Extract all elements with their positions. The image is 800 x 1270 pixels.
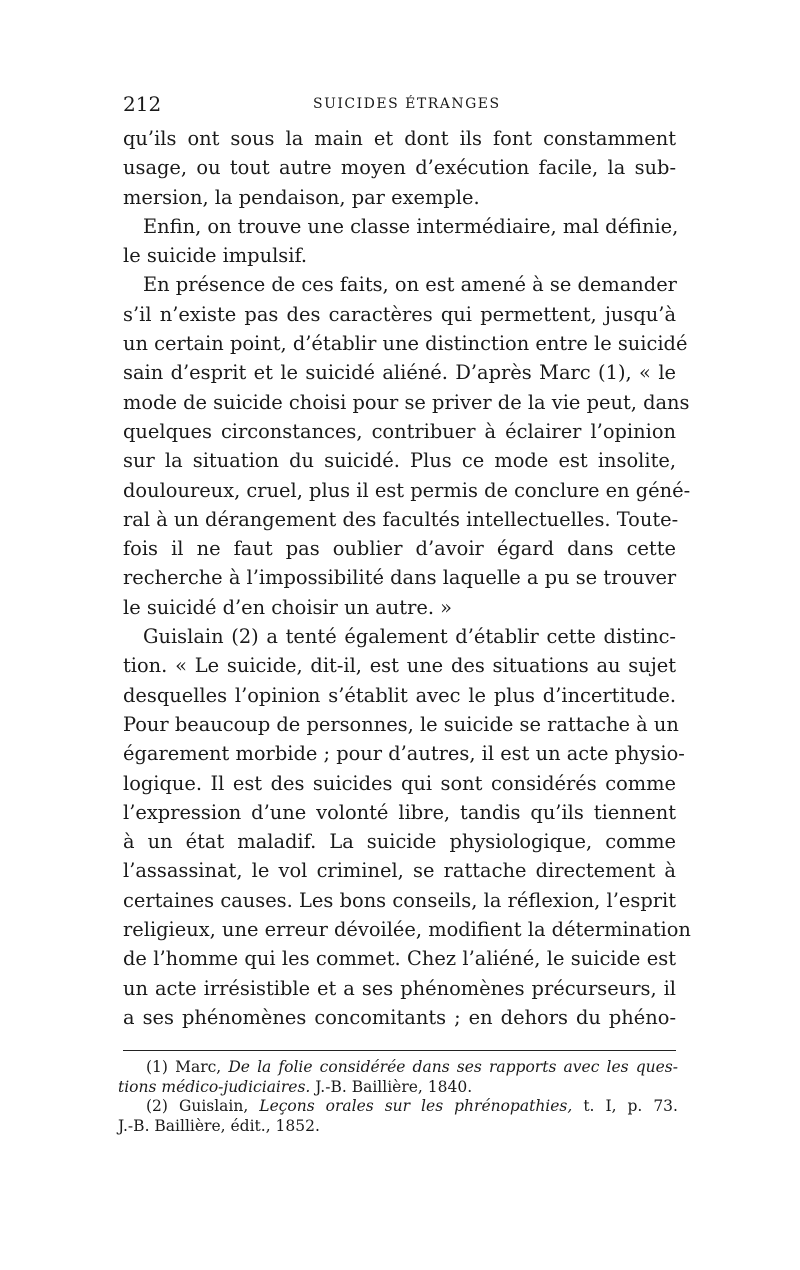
text-line: mersion, la pendaison, par exemple. xyxy=(123,185,480,209)
text-line: ral à un dérangement des facultés intellectuelles. Toute- xyxy=(123,507,679,531)
text-line: sur la situation du suicidé. Plus ce mode est insolite, xyxy=(123,449,676,473)
text-line: religieux, une erreur dévoilée, modifient la détermination xyxy=(123,918,691,942)
text-line: fois il ne faut pas oublier d’avoir égard dans cette xyxy=(123,537,676,561)
footnote-title: Leçons orales sur les phrénopathies, xyxy=(259,1097,573,1115)
footnote-title: De la folie considérée dans ses rapports avec les ques- xyxy=(228,1058,678,1076)
footnote-2-line-2 xyxy=(118,1117,678,1137)
text-line: desquelles l’opinion s’établit avec le plus d’incertitude. xyxy=(123,683,676,707)
footnote-1-line-2 xyxy=(118,1078,678,1098)
page-header xyxy=(123,92,683,116)
footnote-rule xyxy=(123,1050,676,1051)
text-line: usage, ou tout autre moyen d’exécution facile, la sub- xyxy=(123,156,676,180)
text-line: un certain point, d’établir une distinction entre le suicidé xyxy=(123,332,688,356)
footnote-publisher: J.-B. Baillière, 1840. xyxy=(315,1077,473,1096)
text-line: sain d’esprit et le suicidé aliéné. D’après Marc (1), « le xyxy=(123,361,676,385)
text-line: l’assassinat, le vol criminel, se rattache directement à xyxy=(123,859,676,883)
footnote-title: tions médico-judiciaires. xyxy=(118,1077,311,1096)
text-line: tion. « Le suicide, dit-il, est une des situations au sujet xyxy=(123,654,676,678)
text-line: le suicidé d’en choisir un autre. » xyxy=(123,595,453,619)
text-line: l’expression d’une volonté libre, tandis qu’ils tiennent xyxy=(123,800,676,824)
text-line: s’il n’existe pas des caractères qui permettent, jusqu’à xyxy=(123,302,676,326)
body-text xyxy=(123,124,691,1032)
text-line: Enfin, on trouve une classe intermédiaire, mal définie, xyxy=(143,214,679,238)
text-line: douloureux, cruel, plus il est permis de conclure en géné- xyxy=(123,478,691,502)
text-line: mode de suicide choisi pour se priver de la vie peut, dans xyxy=(123,390,690,414)
text-line: a ses phénomènes concomitants ; en dehors du phéno- xyxy=(123,1005,676,1029)
text-line: qu’ils ont sous la main et dont ils font constamment xyxy=(123,127,676,150)
footnote-2-line-1 xyxy=(118,1097,678,1117)
footnote-marker: (2) xyxy=(146,1097,168,1115)
text-line: recherche à l’impossibilité dans laquelle a pu se trouver xyxy=(123,566,677,590)
footnote-1-line-1 xyxy=(118,1058,678,1078)
text-line: le suicide impulsif. xyxy=(123,244,308,268)
running-head: SUICIDES ÉTRANGES xyxy=(313,96,501,112)
text-line: Pour beaucoup de personnes, le suicide se rattache à un xyxy=(123,712,679,736)
text-line: de l’homme qui les commet. Chez l’aliéné, le suicide est xyxy=(123,947,676,971)
footnotes xyxy=(118,1058,678,1136)
text-line: Guislain (2) a tenté également d’établir cette distinc- xyxy=(143,625,676,649)
footnote-author: Guislain, xyxy=(178,1097,249,1115)
text-line: un acte irrésistible et a ses phénomènes précurseurs, il xyxy=(123,976,676,1000)
footnote-marker: (1) xyxy=(146,1058,168,1076)
text-line: quelques circonstances, contribuer à éclairer l’opinion xyxy=(123,419,676,443)
text-line: à un état maladif. La suicide physiologique, comme xyxy=(123,830,676,854)
footnote-author: Marc, xyxy=(175,1058,222,1076)
text-line: En présence de ces faits, on est amené à se demander xyxy=(143,273,677,297)
footnote-publisher: J.-B. Baillière, édit., 1852. xyxy=(118,1116,320,1135)
text-line: logique. Il est des suicides qui sont considérés comme xyxy=(123,771,676,795)
page-number: 212 xyxy=(123,92,162,116)
footnote-volume: t. I, p. 73. xyxy=(583,1097,678,1115)
text-line: certaines causes. Les bons conseils, la réflexion, l’esprit xyxy=(123,888,676,912)
text-line: égarement morbide ; pour d’autres, il est un acte physio- xyxy=(123,742,685,766)
